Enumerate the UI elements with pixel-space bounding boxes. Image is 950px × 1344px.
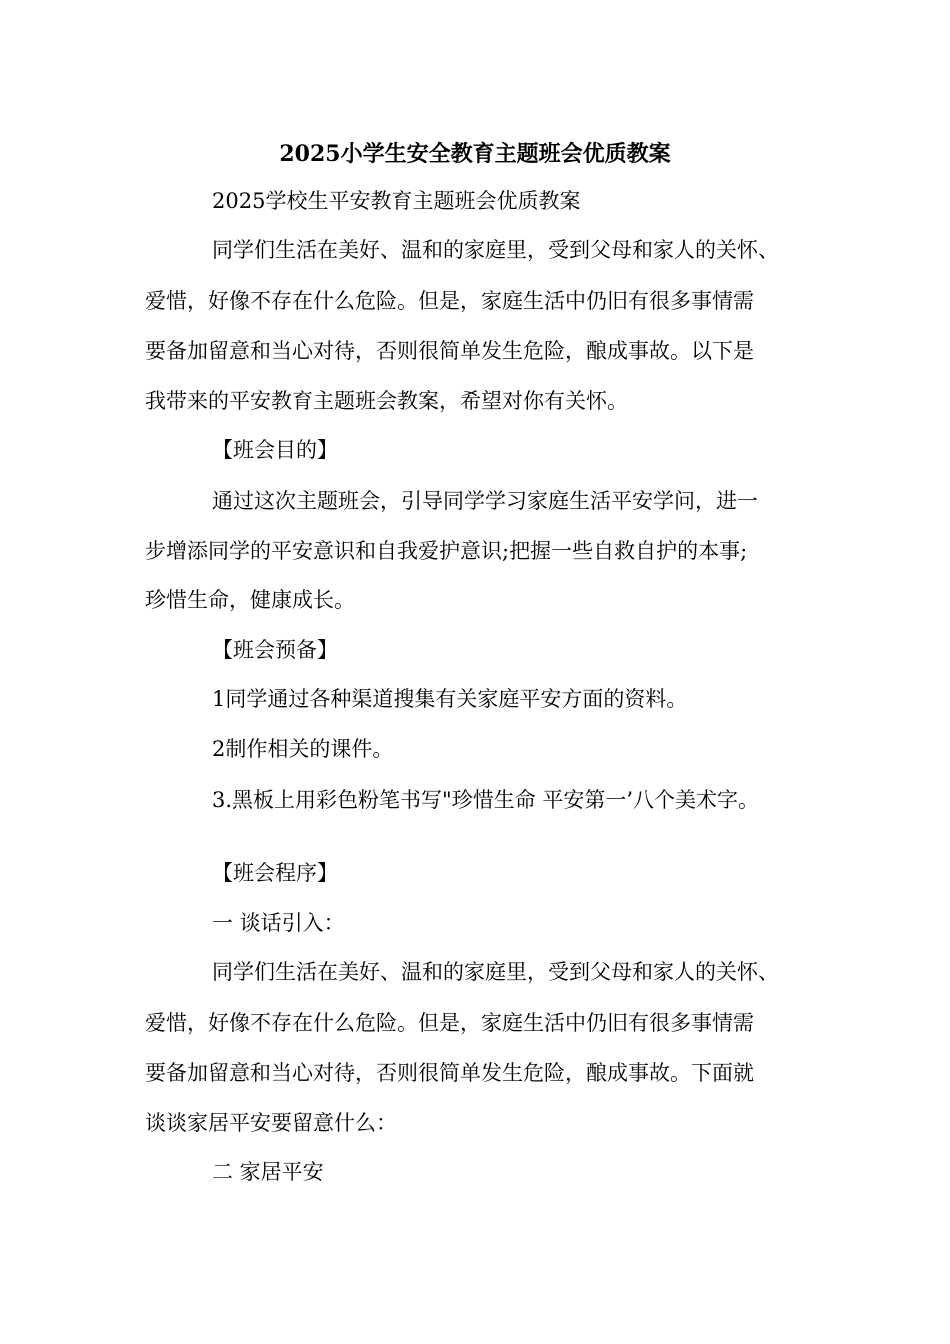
purpose-heading: 【班会目的】 [212,438,338,462]
purpose-line-3: 珍惜生命，健康成长。 [145,588,355,612]
preparation-item-3: 3.黑板上用彩色粉笔书写"珍惜生命 平安第一’八个美术字。 [212,788,760,812]
procedure-step-1: 一 谈话引入： [212,911,345,935]
procedure-para-line-3: 要备加留意和当心对待，否则很简单发生危险，酿成事故。下面就 [145,1061,754,1085]
document-title: 2025小学生安全教育主题班会优质教案 [279,141,671,167]
procedure-para-line-1: 同学们生活在美好、温和的家庭里，受到父母和家人的关怀、 [212,960,779,984]
procedure-para-line-2: 爱惜，好像不存在什么危险。但是，家庭生活中仍旧有很多事情需 [145,1011,754,1035]
intro-line-4: 我带来的平安教育主题班会教案，希望对你有关怀。 [145,389,628,413]
preparation-item-1: 1同学通过各种渠道搜集有关家庭平安方面的资料。 [212,687,688,711]
document-subtitle: 2025学校生平安教育主题班会优质教案 [212,189,581,213]
intro-line-3: 要备加留意和当心对待，否则很简单发生危险，酿成事故。以下是 [145,339,754,363]
intro-line-2: 爱惜，好像不存在什么危险。但是，家庭生活中仍旧有很多事情需 [145,289,754,313]
procedure-para-line-4: 谈谈家居平安要留意什么： [145,1111,397,1135]
purpose-line-2: 步增添同学的平安意识和自我爱护意识;把握一些自救自护的本事; [145,539,748,563]
intro-line-1: 同学们生活在美好、温和的家庭里，受到父母和家人的关怀、 [212,238,779,262]
procedure-step-2: 二 家居平安 [212,1160,324,1184]
preparation-item-2: 2制作相关的课件。 [212,737,394,761]
purpose-line-1: 通过这次主题班会，引导同学学习家庭生活平安学问，进一 [212,489,758,513]
preparation-heading: 【班会预备】 [212,638,338,662]
procedure-heading: 【班会程序】 [212,861,338,885]
